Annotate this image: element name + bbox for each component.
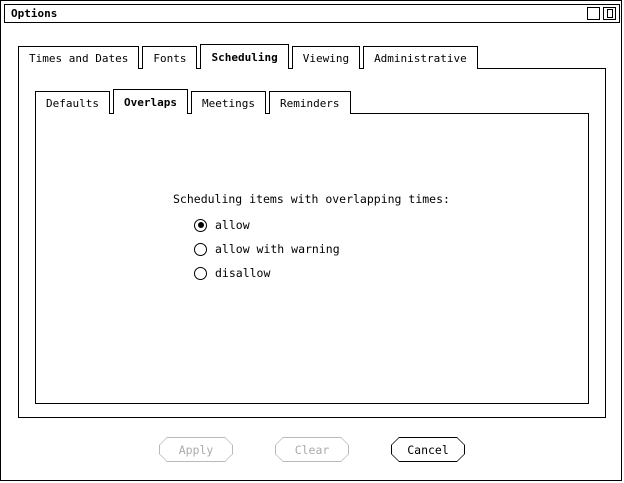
radio-label: disallow <box>215 266 271 280</box>
tab-label: Viewing <box>302 51 350 65</box>
radio-option-allow[interactable] <box>194 213 340 237</box>
tab-label: Fonts <box>153 51 187 65</box>
overlap-radio-group <box>194 213 340 285</box>
button-label: Clear <box>294 442 330 457</box>
tab-overlaps[interactable] <box>113 89 188 114</box>
maximize-button[interactable] <box>603 7 616 20</box>
tab-viewing[interactable] <box>292 46 360 69</box>
tab-times-and-dates[interactable] <box>18 46 139 69</box>
title-bar <box>4 4 620 23</box>
apply-button[interactable] <box>159 437 233 462</box>
inner-tab-strip <box>35 90 354 114</box>
radio-button-icon[interactable] <box>194 243 207 256</box>
tab-label: Meetings <box>201 96 255 110</box>
tab-fonts[interactable] <box>142 46 197 69</box>
tab-defaults[interactable] <box>35 91 110 114</box>
tab-label: Administrative <box>374 51 467 65</box>
button-label: Cancel <box>407 442 449 457</box>
tab-label: Times and Dates <box>29 51 129 65</box>
radio-option-disallow[interactable] <box>194 261 340 285</box>
clear-button[interactable] <box>275 437 349 462</box>
button-label: Apply <box>178 442 214 457</box>
tab-label: Scheduling <box>211 50 278 64</box>
cancel-button[interactable] <box>391 437 465 462</box>
radio-label: allow with warning <box>215 242 340 256</box>
outer-tab-strip <box>18 45 481 69</box>
tab-label: Reminders <box>279 96 340 110</box>
window-controls <box>587 7 616 20</box>
tab-meetings[interactable] <box>191 91 266 114</box>
tab-reminders[interactable] <box>269 91 351 114</box>
radio-button-icon[interactable] <box>194 267 207 280</box>
tab-label: Defaults <box>46 96 99 110</box>
tab-scheduling[interactable] <box>200 44 288 69</box>
window-title: Options <box>11 7 58 20</box>
radio-label: allow <box>215 218 250 232</box>
tab-label: Overlaps <box>123 95 177 109</box>
tab-administrative[interactable] <box>363 46 478 69</box>
minimize-button[interactable] <box>587 7 600 20</box>
overlap-heading: Scheduling items with overlapping times: <box>173 192 450 206</box>
radio-option-allow-with-warning[interactable] <box>194 237 340 261</box>
radio-button-icon[interactable] <box>194 219 207 232</box>
dialog-button-bar <box>1 437 623 462</box>
